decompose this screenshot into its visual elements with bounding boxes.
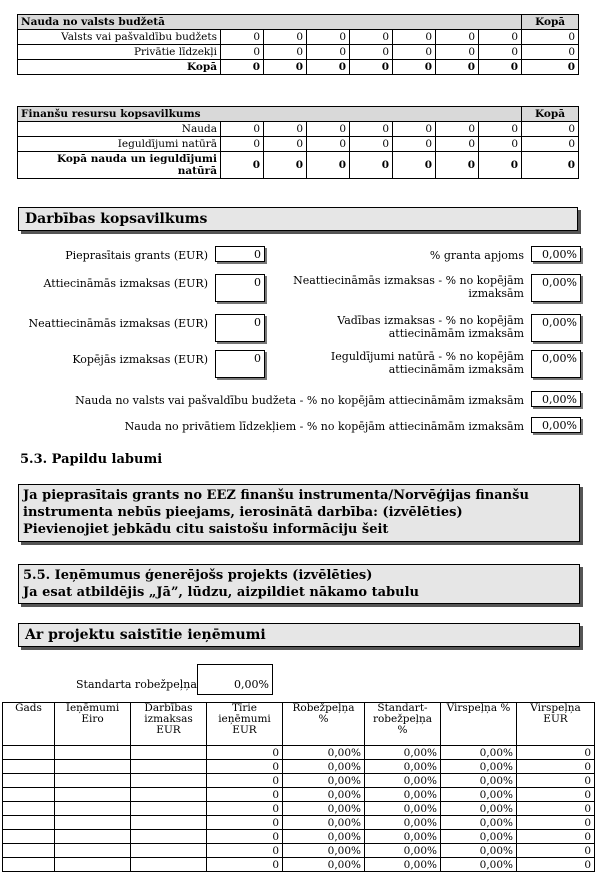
- resources-cell: 0: [436, 137, 479, 152]
- resources-cell: 0: [522, 122, 579, 137]
- resources-cell: 0: [436, 122, 479, 137]
- income-cell: 0,00%: [365, 788, 441, 802]
- income-cell: 0,00%: [365, 858, 441, 872]
- income-cell[interactable]: [3, 760, 55, 774]
- income-cell: 0: [207, 746, 283, 760]
- income-cell[interactable]: [55, 858, 131, 872]
- resources-total-header: Kopā: [522, 107, 579, 122]
- resources-cell: 0: [522, 137, 579, 152]
- resources-row-label: Ieguldījumi natūrā: [18, 137, 221, 152]
- income-cell: 0,00%: [283, 746, 365, 760]
- resources-row-label: Nauda: [18, 122, 221, 137]
- mgmt-pct-label: Vadības izmaksas - % no kopējām attiecināmām izmaksām: [337, 314, 524, 340]
- resources-total-cell: 0: [479, 152, 522, 179]
- funding-row-label: Privātie līdzekļi: [18, 45, 221, 60]
- inkind-pct-label: Ieguldījumi natūrā - % no kopējām attiecināmām izmaksām: [330, 350, 524, 376]
- income-row: [3, 802, 595, 816]
- income-cell: 0,00%: [283, 760, 365, 774]
- section-55-line2: Ja esat atbildējis „Jā”, lūdzu, aizpildiet nākamo tabulu: [23, 585, 419, 600]
- eligible-costs-label: Attiecināmās izmaksas (EUR): [43, 277, 208, 290]
- resources-table-header: [18, 107, 579, 122]
- funding-cell: 0: [264, 30, 307, 45]
- income-cell[interactable]: [131, 858, 207, 872]
- funding-row: [18, 30, 579, 45]
- resources-cell: 0: [350, 137, 393, 152]
- funding-cell: 0: [221, 30, 264, 45]
- grant-pct-field[interactable]: 0,00%: [531, 246, 581, 262]
- funding-cell: 0: [264, 45, 307, 60]
- std-margin-field[interactable]: 0,00%: [197, 664, 273, 695]
- income-cell[interactable]: [3, 788, 55, 802]
- funding-cell: 0: [522, 30, 579, 45]
- funding-total-cell: 0: [436, 60, 479, 75]
- resources-cell: 0: [307, 122, 350, 137]
- income-cell: 0: [517, 844, 595, 858]
- income-cell[interactable]: [55, 760, 131, 774]
- income-cell: 0: [517, 858, 595, 872]
- resources-cell: 0: [221, 122, 264, 137]
- section-53-line2: instrumenta nebūs pieejams, ierosinātā darbība: (izvēlēties): [23, 505, 463, 520]
- funding-cell: 0: [307, 30, 350, 45]
- section-53-line3: Pievienojiet jebkādu citu saistošu informāciju šeit: [23, 522, 389, 537]
- income-cell[interactable]: [55, 844, 131, 858]
- income-col-header: Tīrie ieņēmumi EUR: [207, 703, 283, 746]
- income-cell: 0: [207, 858, 283, 872]
- income-cell: 0: [517, 746, 595, 760]
- section-53-line1: Ja pieprasītais grants no EEZ finanšu instrumenta/Norvēģijas finanšu: [23, 488, 529, 503]
- income-cell: 0,00%: [283, 788, 365, 802]
- resources-row: [18, 137, 579, 152]
- income-cell: 0,00%: [441, 830, 517, 844]
- income-cell: 0,00%: [365, 830, 441, 844]
- income-row: [3, 858, 595, 872]
- section-53-heading: 5.3. Papildu labumi: [20, 452, 163, 467]
- funding-cell: 0: [393, 45, 436, 60]
- income-cell[interactable]: [3, 746, 55, 760]
- resources-total-label: Kopā nauda un ieguldījumi natūrā: [18, 152, 221, 179]
- funding-total-cell: 0: [479, 60, 522, 75]
- income-cell[interactable]: [131, 802, 207, 816]
- income-cell: 0,00%: [441, 774, 517, 788]
- income-col-header: Darbības izmaksas EUR: [131, 703, 207, 746]
- funding-cell: 0: [479, 30, 522, 45]
- ineligible-costs-label: Neattiecināmās izmaksas (EUR): [28, 317, 208, 330]
- income-cell: 0,00%: [441, 802, 517, 816]
- ineligible-costs-field[interactable]: 0: [215, 314, 265, 342]
- income-table-header: [3, 703, 595, 746]
- income-cell: 0,00%: [283, 830, 365, 844]
- income-cell[interactable]: [3, 802, 55, 816]
- income-cell: 0: [517, 802, 595, 816]
- income-row: [3, 746, 595, 760]
- funding-total-cell: 0: [522, 60, 579, 75]
- income-cell: 0,00%: [283, 802, 365, 816]
- state-pct-label: Nauda no valsts vai pašvaldību budžeta - % no kopējām attiecināmām izmaksām: [75, 394, 524, 407]
- funding-table: [17, 14, 579, 75]
- funding-cell: 0: [307, 45, 350, 60]
- income-cell: 0,00%: [441, 844, 517, 858]
- funding-row-label: Valsts vai pašvaldību budžets: [18, 30, 221, 45]
- income-cell[interactable]: [55, 774, 131, 788]
- income-cell[interactable]: [3, 844, 55, 858]
- income-row: [3, 760, 595, 774]
- income-cell: 0: [207, 802, 283, 816]
- income-cell[interactable]: [3, 816, 55, 830]
- income-cell: 0: [517, 760, 595, 774]
- resources-cell: 0: [479, 137, 522, 152]
- funding-total-cell: 0: [350, 60, 393, 75]
- resources-row: [18, 122, 579, 137]
- income-cell: 0: [207, 830, 283, 844]
- income-cell[interactable]: [131, 788, 207, 802]
- income-cell: 0: [207, 844, 283, 858]
- income-col-header: Ieņēmumi Eiro: [55, 703, 131, 746]
- funding-total-cell: 0: [307, 60, 350, 75]
- resources-total-cell: 0: [221, 152, 264, 179]
- income-cell[interactable]: [55, 802, 131, 816]
- income-cell: 0,00%: [365, 816, 441, 830]
- resources-cell: 0: [393, 122, 436, 137]
- income-cell[interactable]: [131, 816, 207, 830]
- state-pct-field[interactable]: 0,00%: [531, 391, 581, 407]
- funding-cell: 0: [436, 45, 479, 60]
- income-section-title: Ar projektu saistītie ieņēmumi: [18, 623, 580, 647]
- income-cell: 0,00%: [283, 816, 365, 830]
- funding-total-header: Kopā: [522, 15, 579, 30]
- funding-cell: 0: [522, 45, 579, 60]
- income-row: [3, 830, 595, 844]
- resources-cell: 0: [264, 137, 307, 152]
- income-cell: 0: [207, 788, 283, 802]
- inkind-pct-field[interactable]: 0,00%: [531, 350, 581, 378]
- income-cell[interactable]: [131, 830, 207, 844]
- income-cell: 0,00%: [283, 858, 365, 872]
- income-cell[interactable]: [55, 788, 131, 802]
- grant-pct-label: % granta apjoms: [429, 249, 524, 262]
- funding-total-cell: 0: [264, 60, 307, 75]
- income-cell[interactable]: [3, 858, 55, 872]
- resources-cell: 0: [221, 137, 264, 152]
- funding-cell: 0: [393, 30, 436, 45]
- funding-cell: 0: [350, 45, 393, 60]
- funding-table-header: [18, 15, 579, 30]
- income-cell: 0,00%: [365, 844, 441, 858]
- funding-cell: 0: [350, 30, 393, 45]
- income-cell: 0,00%: [441, 746, 517, 760]
- income-col-header: Virspeļņa EUR: [517, 703, 595, 746]
- resources-total-cell: 0: [393, 152, 436, 179]
- income-cell: 0: [207, 816, 283, 830]
- income-row: [3, 816, 595, 830]
- income-cell: 0,00%: [365, 760, 441, 774]
- total-costs-field[interactable]: 0: [215, 350, 265, 378]
- income-cell: 0,00%: [283, 844, 365, 858]
- income-cell[interactable]: [131, 844, 207, 858]
- funding-total-row: [18, 60, 579, 75]
- funding-total-cell: 0: [393, 60, 436, 75]
- resources-cell: 0: [393, 137, 436, 152]
- income-cell: 0,00%: [365, 802, 441, 816]
- income-cell[interactable]: [55, 746, 131, 760]
- income-cell[interactable]: [131, 760, 207, 774]
- income-col-header: Virspeļņa %: [441, 703, 517, 746]
- income-cell: 0,00%: [441, 816, 517, 830]
- income-col-header: Standart-robežpeļņa %: [365, 703, 441, 746]
- income-cell: 0,00%: [441, 760, 517, 774]
- income-col-header: Gads: [3, 703, 55, 746]
- requested-grant-label: Pieprasītais grants (EUR): [65, 249, 208, 262]
- resources-total-row: [18, 152, 579, 179]
- section-53-box[interactable]: [18, 484, 580, 542]
- income-cell: 0,00%: [365, 746, 441, 760]
- income-cell[interactable]: [131, 746, 207, 760]
- income-cell: 0: [517, 788, 595, 802]
- income-cell: 0: [517, 816, 595, 830]
- income-row: [3, 774, 595, 788]
- funding-row: [18, 45, 579, 60]
- funding-table-title: Nauda no valsts budžetā: [18, 15, 522, 30]
- income-cell[interactable]: [131, 774, 207, 788]
- funding-total-cell: 0: [221, 60, 264, 75]
- income-cell: 0,00%: [283, 774, 365, 788]
- resources-table-title: Finanšu resursu kopsavilkums: [18, 107, 522, 122]
- private-pct-field[interactable]: 0,00%: [531, 417, 581, 433]
- income-table: [2, 702, 595, 872]
- income-cell: 0,00%: [365, 774, 441, 788]
- income-row: [3, 844, 595, 858]
- std-margin-label: Standarta robežpeļņa: [76, 678, 197, 691]
- income-row: [3, 788, 595, 802]
- eligible-costs-field[interactable]: 0: [215, 274, 265, 302]
- funding-cell: 0: [221, 45, 264, 60]
- resources-total-cell: 0: [307, 152, 350, 179]
- funding-cell: 0: [479, 45, 522, 60]
- resources-cell: 0: [307, 137, 350, 152]
- income-cell: 0: [207, 760, 283, 774]
- resources-total-cell: 0: [522, 152, 579, 179]
- resources-total-cell: 0: [350, 152, 393, 179]
- income-cell: 0: [517, 774, 595, 788]
- section-55-line1: 5.5. Ieņēmumus ģenerējošs projekts (izvēlēties): [23, 568, 373, 583]
- income-cell: 0: [517, 830, 595, 844]
- private-pct-label: Nauda no privātiem līdzekļiem - % no kopējām attiecināmām izmaksām: [124, 420, 524, 433]
- resources-cell: 0: [264, 122, 307, 137]
- income-cell[interactable]: [3, 774, 55, 788]
- income-cell: 0: [207, 774, 283, 788]
- income-cell[interactable]: [3, 830, 55, 844]
- ineligible-pct-label: Neattiecināmās izmaksas - % no kopējām izmaksām: [293, 274, 524, 300]
- requested-grant-field[interactable]: 0: [215, 246, 265, 262]
- resources-cell: 0: [350, 122, 393, 137]
- resources-table: [17, 106, 579, 179]
- income-cell[interactable]: [55, 830, 131, 844]
- resources-total-cell: 0: [264, 152, 307, 179]
- resources-cell: 0: [479, 122, 522, 137]
- section-55-box[interactable]: [18, 564, 580, 604]
- summary-section-title: Darbības kopsavilkums: [18, 207, 578, 231]
- ineligible-pct-field[interactable]: 0,00%: [531, 274, 581, 302]
- income-cell: 0,00%: [441, 788, 517, 802]
- income-cell: 0,00%: [441, 858, 517, 872]
- income-cell[interactable]: [55, 816, 131, 830]
- income-col-header: Robežpeļņa %: [283, 703, 365, 746]
- resources-total-cell: 0: [436, 152, 479, 179]
- funding-total-label: Kopā: [18, 60, 221, 75]
- total-costs-label: Kopējās izmaksas (EUR): [72, 353, 208, 366]
- funding-cell: 0: [436, 30, 479, 45]
- mgmt-pct-field[interactable]: 0,00%: [531, 314, 581, 342]
